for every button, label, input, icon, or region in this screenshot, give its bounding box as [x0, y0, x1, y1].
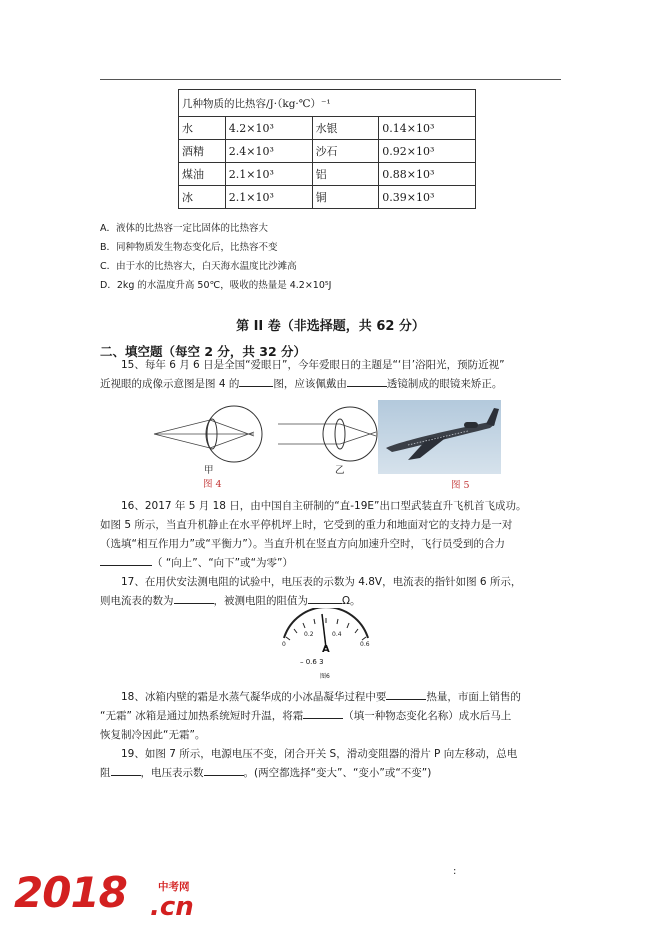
option-b: B．同种物质发生物态变化后，比热容不变 [100, 242, 278, 253]
q18-text: “无霜” 冰箱是通过加热系统短时升温，将霜 [100, 710, 304, 722]
table-cell: 0.92×10³ [379, 140, 476, 163]
table-cell: 沙石 [312, 140, 379, 163]
figure6-caption: 图6 [320, 673, 330, 680]
answer-blank[interactable] [204, 764, 244, 776]
q16-line2: 如图 5 所示，当直升机静止在水平停机坪上时，它受到的重力和地面对它的支持力是一对 [100, 519, 513, 531]
table-cell: 2.4×10³ [225, 140, 312, 163]
q15-text: 透镜制成的眼镜来矫正。 [386, 378, 503, 390]
airplane-icon [378, 400, 501, 474]
q19-text: ，电压表示数 [140, 767, 204, 779]
q15-text: 近视眼的成像示意图是图 4 的 [100, 378, 240, 390]
option-d: D．2kg 的水温度升高 50℃，吸收的热量是 4.2×10⁵J [100, 280, 332, 291]
eye-diagram-yi [278, 407, 377, 461]
answer-blank[interactable] [111, 764, 141, 776]
specific-heat-table [178, 89, 476, 209]
section-title: 第 II 卷（非选择题，共 62 分） [236, 319, 425, 334]
q17-text: Ω。 [342, 595, 361, 607]
answer-blank[interactable] [386, 688, 426, 700]
answer-blank[interactable] [239, 375, 273, 387]
table-cell: 水银 [312, 117, 379, 140]
answer-blank[interactable] [100, 554, 152, 566]
q19-text: 阻 [100, 767, 111, 779]
tick-label: 0.6 [360, 641, 370, 648]
q15-line2 [100, 375, 562, 394]
table-cell: 2.1×10³ [225, 163, 312, 186]
q16-line3: （选填“相互作用力”或“平衡力”）。当直升机在竖直方向加速升空时，飞行员受到的合力 [100, 538, 506, 550]
q16-text: （ “向上”、“向下”或“为零”） [152, 557, 293, 569]
ammeter-terminals: – 0.6 3 [300, 658, 324, 666]
q15-text: 图，应该佩戴由 [273, 378, 347, 390]
q18-line3: 恢复制冷因此“无霜”。 [100, 729, 206, 741]
table-cell: 铝 [312, 163, 379, 186]
site-logo[interactable]: 2018 [14, 868, 127, 917]
option-c: C．由于水的比热容大，白天海水温度比沙滩高 [100, 261, 297, 272]
answer-blank[interactable] [308, 592, 342, 604]
table-row [179, 163, 476, 186]
label-jia: 甲 [204, 465, 214, 476]
table-row [179, 186, 476, 209]
table-cell: 酒精 [179, 140, 226, 163]
label-yi: 乙 [335, 465, 345, 476]
table-cell: 0.39×10³ [379, 186, 476, 209]
figure5-caption: 图 5 [451, 480, 470, 491]
table-cell: 0.88×10³ [379, 163, 476, 186]
table-cell: 0.14×10³ [379, 117, 476, 140]
table-cell: 铜 [312, 186, 379, 209]
q18-line2 [100, 707, 562, 726]
q18-text: 热量，市面上销售的 [426, 691, 521, 703]
table-header: 几种物质的比热容/J·（kg·℃）⁻¹ [179, 90, 476, 117]
tick-label: 0 [282, 641, 286, 648]
q15-line1: 15、每年 6 月 6 日是全国“爱眼日”，今年爱眼日的主题是“‘目’浴阳光，预防近视” [121, 359, 505, 371]
table-cell: 水 [179, 117, 226, 140]
option-a: A．液体的比热容一定比固体的比热容大 [100, 223, 268, 234]
q18-line1 [100, 688, 562, 707]
tick-label: 0.2 [304, 631, 314, 638]
site-logo-domain: .cn [150, 892, 194, 922]
subsection-title: 二、填空题（每空 2 分，共 32 分） [100, 344, 307, 359]
q18-text: （填一种物态变化名称）成水后马上 [343, 710, 512, 722]
q18-text: 18、冰箱内壁的霜是水蒸气凝华成的小冰晶凝华过程中要 [121, 691, 387, 703]
figure4-caption: 图 4 [203, 479, 222, 490]
site-logo-subtitle: 中考网 [158, 881, 190, 893]
q19-text: 。(两空都选择“变大”、“变小”或“不变”) [243, 767, 432, 779]
top-rule [100, 79, 561, 80]
table-cell: 冰 [179, 186, 226, 209]
q17-text: 则电流表的数为 [100, 595, 174, 607]
answer-blank[interactable] [347, 375, 387, 387]
eye-diagram-jia [154, 406, 262, 462]
q17-text: ，被测电阻的阻值为 [213, 595, 308, 607]
table-row [179, 140, 476, 163]
table-cell: 2.1×10³ [225, 186, 312, 209]
q16-line1: 16、2017 年 5 月 18 日，由中国自主研制的“直-19E”出口型武装直升飞机首飞成功。 [121, 500, 527, 512]
q16-line4 [100, 554, 562, 573]
q17-line1: 17、在用伏安法测电阻的试验中，电压表的示数为 4.8V，电流表的指针如图 6 所示， [121, 576, 522, 588]
answer-blank[interactable] [174, 592, 214, 604]
table-cell: 煤油 [179, 163, 226, 186]
answer-blank[interactable] [303, 707, 343, 719]
ammeter-figure [276, 608, 376, 680]
eye-diagrams [150, 398, 380, 470]
ammeter-needle [322, 614, 326, 648]
table-cell: 4.2×10³ [225, 117, 312, 140]
ammeter-unit: A [322, 644, 330, 655]
q19-line1: 19、如图 7 所示，电源电压不变，闭合开关 S，滑动变阻器的滑片 P 向左移动，总电 [121, 748, 518, 760]
q19-line2 [100, 764, 562, 783]
tick-label: 0.4 [332, 631, 342, 638]
table-row [179, 117, 476, 140]
page-mark: : [453, 866, 457, 877]
airplane-photo [378, 400, 501, 474]
